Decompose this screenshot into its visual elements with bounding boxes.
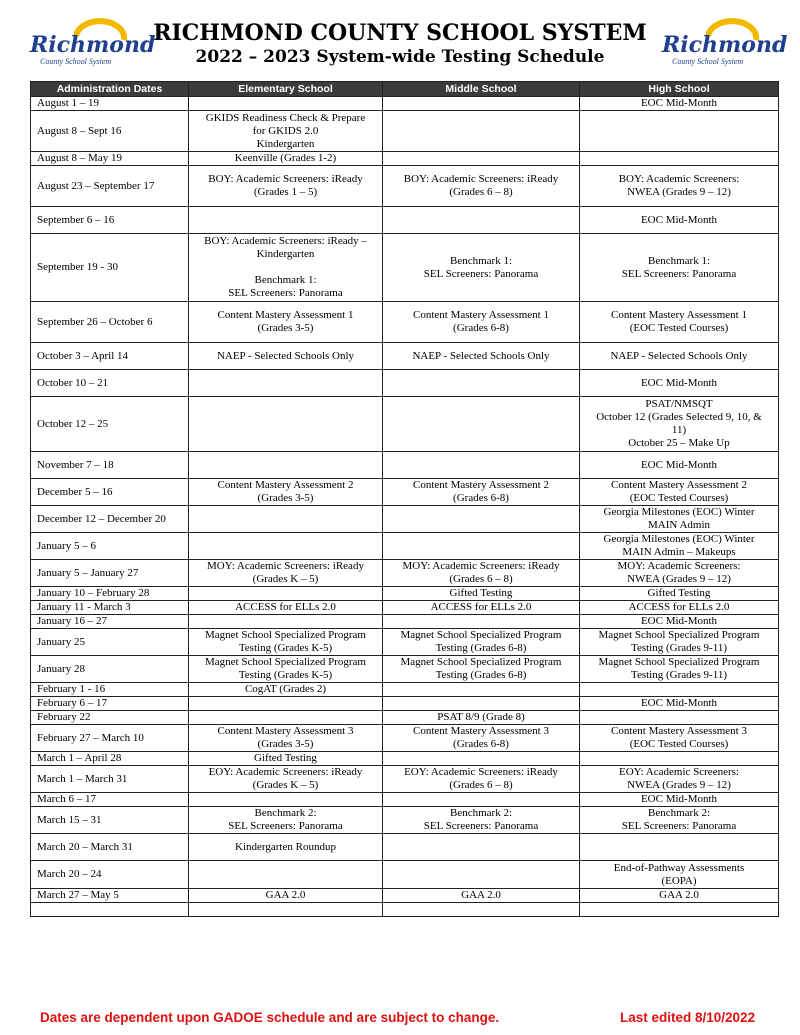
column-header-middle: Middle School xyxy=(383,82,580,97)
cell-elementary-text: Magnet School Specialized Program Testing (Grades K-5) xyxy=(205,629,366,654)
footer-disclaimer: Dates are dependent upon GADOE schedule and are subject to change. xyxy=(40,1010,500,1025)
footer-last-edited: Last edited 8/10/2022 xyxy=(620,1010,756,1025)
cell-high xyxy=(580,207,779,234)
cell-high xyxy=(580,834,779,861)
cell-middle xyxy=(383,615,580,629)
cell-middle-text: GAA 2.0 xyxy=(461,889,501,901)
cell-elementary xyxy=(189,302,383,343)
cell-date xyxy=(31,533,189,560)
cell-elementary-text: Content Mastery Assessment 1 (Grades 3-5) xyxy=(217,309,354,334)
cell-date xyxy=(31,452,189,479)
cell-elementary xyxy=(189,533,383,560)
cell-middle xyxy=(383,601,580,615)
cell-high-text: NAEP - Selected Schools Only xyxy=(610,349,748,362)
table-header-row xyxy=(31,82,779,97)
cell-middle xyxy=(383,697,580,711)
cell-middle xyxy=(383,479,580,506)
cell-high xyxy=(580,725,779,752)
cell-middle xyxy=(383,152,580,166)
cell-middle xyxy=(383,629,580,656)
cell-high-text: PSAT/NMSQT October 12 (Grades Selected 9, 10, & 11) October 25 – Make Up xyxy=(596,398,762,449)
cell-date xyxy=(31,506,189,533)
cell-middle-text: Benchmark 2: SEL Screeners: Panorama xyxy=(423,807,539,832)
table-row xyxy=(31,615,779,629)
cell-date xyxy=(31,861,189,889)
cell-date xyxy=(31,234,189,302)
table-row xyxy=(31,766,779,793)
cell-date xyxy=(31,302,189,343)
cell-middle xyxy=(383,560,580,587)
cell-elementary-text: MOY: Academic Screeners: iReady (Grades K – 5) xyxy=(207,560,364,585)
cell-date xyxy=(31,560,189,587)
column-header-dates: Administration Dates xyxy=(31,82,189,97)
cell-high xyxy=(580,452,779,479)
cell-high xyxy=(580,889,779,903)
cell-middle xyxy=(383,587,580,601)
cell-middle-text: Magnet School Specialized Program Testing (Grades 6-8) xyxy=(400,629,562,654)
cell-date xyxy=(31,725,189,752)
cell-high xyxy=(580,711,779,725)
table-row xyxy=(31,479,779,506)
cell-high-text: Benchmark 2: SEL Screeners: Panorama xyxy=(621,807,737,832)
cell-date-text: January 11 - March 3 xyxy=(37,601,131,613)
cell-elementary-text: Content Mastery Assessment 2 (Grades 3-5) xyxy=(217,479,354,504)
cell-middle-text: Gifted Testing xyxy=(449,587,513,599)
cell-middle xyxy=(383,207,580,234)
cell-middle-text: Benchmark 1: SEL Screeners: Panorama xyxy=(423,254,539,280)
table-row xyxy=(31,711,779,725)
cell-middle xyxy=(383,683,580,697)
cell-date-text: August 8 – Sept 16 xyxy=(37,124,122,137)
cell-elementary xyxy=(189,601,383,615)
table-row xyxy=(31,807,779,834)
cell-middle xyxy=(383,397,580,452)
cell-high xyxy=(580,752,779,766)
cell-date-text: January 10 – February 28 xyxy=(37,587,150,599)
cell-date xyxy=(31,711,189,725)
cell-high-text: MOY: Academic Screeners: NWEA (Grades 9 – 12) xyxy=(617,560,741,585)
cell-elementary xyxy=(189,793,383,807)
cell-middle xyxy=(383,793,580,807)
cell-high xyxy=(580,807,779,834)
cell-elementary-text: BOY: Academic Screeners: iReady (Grades 1 – 5) xyxy=(208,173,363,198)
cell-date xyxy=(31,97,189,111)
cell-date xyxy=(31,111,189,152)
cell-high xyxy=(580,656,779,683)
cell-date-text: January 5 – 6 xyxy=(37,539,96,552)
cell-middle xyxy=(383,807,580,834)
cell-elementary xyxy=(189,656,383,683)
table-row xyxy=(31,752,779,766)
cell-high xyxy=(580,683,779,697)
testing-schedule-table xyxy=(30,81,779,917)
cell-high-text: EOC Mid-Month xyxy=(640,376,718,389)
cell-date-text: January 25 xyxy=(37,635,85,648)
cell-high xyxy=(580,793,779,807)
cell-high-text: EOC Mid-Month xyxy=(640,97,718,109)
cell-date-text: September 6 – 16 xyxy=(37,213,115,226)
cell-date-text: March 20 – 24 xyxy=(37,868,102,880)
cell-date xyxy=(31,903,189,917)
cell-date xyxy=(31,479,189,506)
cell-date-text: March 15 – 31 xyxy=(37,813,102,826)
cell-high-text: EOC Mid-Month xyxy=(640,213,718,226)
cell-high-text: End-of-Pathway Assessments (EOPA) xyxy=(613,861,745,887)
cell-date xyxy=(31,152,189,166)
cell-elementary xyxy=(189,861,383,889)
cell-elementary-text: Benchmark 2: SEL Screeners: Panorama xyxy=(228,807,343,832)
cell-elementary xyxy=(189,766,383,793)
cell-date-text: October 10 – 21 xyxy=(37,376,109,389)
cell-elementary xyxy=(189,587,383,601)
cell-high xyxy=(580,697,779,711)
cell-elementary xyxy=(189,889,383,903)
cell-middle xyxy=(383,343,580,370)
table-row xyxy=(31,234,779,302)
table-row xyxy=(31,452,779,479)
logo-wordmark: Richmond xyxy=(30,32,156,58)
table-row xyxy=(31,725,779,752)
cell-high xyxy=(580,601,779,615)
cell-date xyxy=(31,889,189,903)
cell-date-text: August 8 – May 19 xyxy=(37,152,122,164)
cell-high xyxy=(580,166,779,207)
cell-date-text: March 1 – April 28 xyxy=(37,752,122,764)
cell-date-text: February 6 – 17 xyxy=(37,697,107,709)
cell-elementary xyxy=(189,834,383,861)
table-row xyxy=(31,397,779,452)
cell-elementary-text: BOY: Academic Screeners: iReady – Kindergarten Benchmark 1: SEL Screeners: Panorama xyxy=(204,235,367,299)
cell-high-text: EOC Mid-Month xyxy=(640,458,718,471)
cell-date-text: November 7 – 18 xyxy=(37,458,114,471)
cell-high xyxy=(580,111,779,152)
cell-elementary xyxy=(189,725,383,752)
cell-middle-text: Magnet School Specialized Program Testing (Grades 6-8) xyxy=(400,656,562,681)
cell-high-text: Content Mastery Assessment 1 (EOC Tested Courses) xyxy=(611,309,747,334)
cell-date-text: January 28 xyxy=(37,662,85,675)
cell-high-text: EOY: Academic Screeners: NWEA (Grades 9 – 12) xyxy=(619,766,739,791)
cell-high-text: GAA 2.0 xyxy=(659,889,699,901)
cell-date xyxy=(31,629,189,656)
cell-date-text: February 1 - 16 xyxy=(37,683,106,695)
cell-high-text: Magnet School Specialized Program Testing (Grades 9-11) xyxy=(598,656,760,681)
cell-date xyxy=(31,397,189,452)
cell-date xyxy=(31,793,189,807)
cell-date xyxy=(31,601,189,615)
cell-elementary xyxy=(189,97,383,111)
cell-middle-text: MOY: Academic Screeners: iReady (Grades 6 – 8) xyxy=(402,560,560,585)
cell-elementary xyxy=(189,629,383,656)
cell-high xyxy=(580,587,779,601)
cell-elementary xyxy=(189,697,383,711)
cell-date xyxy=(31,615,189,629)
cell-elementary-text: Kindergarten Roundup xyxy=(235,840,336,853)
cell-elementary xyxy=(189,370,383,397)
cell-elementary-text: Gifted Testing xyxy=(254,752,317,764)
table-row xyxy=(31,697,779,711)
cell-date-text: January 5 – January 27 xyxy=(37,566,139,579)
table-row xyxy=(31,560,779,587)
table-row xyxy=(31,889,779,903)
cell-elementary-text: CogAT (Grades 2) xyxy=(244,683,327,695)
cell-middle xyxy=(383,752,580,766)
cell-high-text: Georgia Milestones (EOC) Winter MAIN Admin xyxy=(603,506,755,531)
cell-elementary-text: Keenville (Grades 1-2) xyxy=(234,152,337,164)
cell-date-text: August 23 – September 17 xyxy=(37,179,155,192)
cell-middle xyxy=(383,889,580,903)
cell-high xyxy=(580,479,779,506)
table-row xyxy=(31,302,779,343)
cell-date-text: September 26 – October 6 xyxy=(37,315,153,328)
cell-middle-text: EOY: Academic Screeners: iReady (Grades 6 – 8) xyxy=(404,766,558,791)
cell-high-text: Content Mastery Assessment 2 (EOC Tested Courses) xyxy=(611,479,747,504)
cell-elementary xyxy=(189,166,383,207)
cell-high xyxy=(580,560,779,587)
cell-middle xyxy=(383,97,580,111)
cell-middle xyxy=(383,711,580,725)
cell-middle xyxy=(383,725,580,752)
cell-high xyxy=(580,629,779,656)
table-row xyxy=(31,152,779,166)
cell-date-text: December 5 – 16 xyxy=(37,485,113,498)
cell-middle xyxy=(383,452,580,479)
cell-date-text: March 6 – 17 xyxy=(37,793,96,805)
cell-middle xyxy=(383,903,580,917)
table-row xyxy=(31,166,779,207)
cell-middle xyxy=(383,506,580,533)
table-row xyxy=(31,370,779,397)
table-row xyxy=(31,683,779,697)
cell-elementary-text: EOY: Academic Screeners: iReady (Grades K – 5) xyxy=(208,766,363,791)
table-row xyxy=(31,656,779,683)
cell-middle-text: Content Mastery Assessment 1 (Grades 6-8) xyxy=(413,309,549,334)
cell-elementary xyxy=(189,711,383,725)
table-row xyxy=(31,601,779,615)
cell-high-text: ACCESS for ELLs 2.0 xyxy=(628,601,730,613)
cell-date xyxy=(31,697,189,711)
cell-elementary xyxy=(189,903,383,917)
cell-middle xyxy=(383,302,580,343)
page-subtitle: 2022 – 2023 System-wide Testing Schedule xyxy=(195,47,605,67)
cell-elementary xyxy=(189,343,383,370)
cell-high xyxy=(580,370,779,397)
cell-middle-text: BOY: Academic Screeners: iReady (Grades 6 – 8) xyxy=(403,173,559,198)
cell-date xyxy=(31,343,189,370)
table-row xyxy=(31,587,779,601)
cell-date xyxy=(31,166,189,207)
cell-elementary xyxy=(189,479,383,506)
cell-date-text: March 1 – March 31 xyxy=(37,772,128,785)
cell-high xyxy=(580,615,779,629)
table-row xyxy=(31,111,779,152)
column-header-elementary: Elementary School xyxy=(189,82,383,97)
cell-high-text: EOC Mid-Month xyxy=(640,697,718,709)
cell-date xyxy=(31,807,189,834)
table-row xyxy=(31,834,779,861)
table-row xyxy=(31,903,779,917)
cell-elementary xyxy=(189,560,383,587)
cell-date-text: October 3 – April 14 xyxy=(37,349,129,362)
cell-elementary xyxy=(189,111,383,152)
table-row xyxy=(31,533,779,560)
cell-date xyxy=(31,207,189,234)
cell-middle xyxy=(383,370,580,397)
cell-high xyxy=(580,533,779,560)
cell-elementary-text: Content Mastery Assessment 3 (Grades 3-5) xyxy=(217,725,354,750)
cell-date-text: March 20 – March 31 xyxy=(37,840,133,853)
cell-date-text: February 22 xyxy=(37,711,91,723)
cell-high xyxy=(580,302,779,343)
cell-date xyxy=(31,370,189,397)
page-title: RICHMOND COUNTY SCHOOL SYSTEM xyxy=(153,20,647,46)
cell-middle-text: NAEP - Selected Schools Only xyxy=(412,349,550,362)
table-row xyxy=(31,207,779,234)
cell-middle-text: Content Mastery Assessment 3 (Grades 6-8) xyxy=(413,725,549,750)
cell-date-text: September 19 - 30 xyxy=(37,261,118,273)
cell-high-text: EOC Mid-Month xyxy=(640,793,718,805)
cell-elementary-text: GAA 2.0 xyxy=(265,889,306,901)
cell-elementary xyxy=(189,615,383,629)
cell-middle-text: Content Mastery Assessment 2 (Grades 6-8) xyxy=(413,479,549,504)
cell-middle xyxy=(383,861,580,889)
cell-middle-text: ACCESS for ELLs 2.0 xyxy=(430,601,532,613)
cell-date xyxy=(31,834,189,861)
cell-elementary xyxy=(189,397,383,452)
cell-date-text: February 27 – March 10 xyxy=(37,731,144,744)
logo-tagline: County School System xyxy=(40,57,112,66)
cell-high-text: Magnet School Specialized Program Testing (Grades 9-11) xyxy=(598,629,760,654)
cell-date-text: August 1 – 19 xyxy=(37,97,100,109)
cell-date xyxy=(31,587,189,601)
table-row xyxy=(31,861,779,889)
cell-middle xyxy=(383,656,580,683)
table-row xyxy=(31,343,779,370)
cell-date xyxy=(31,683,189,697)
cell-date-text: January 16 – 27 xyxy=(37,615,107,627)
cell-date xyxy=(31,766,189,793)
cell-middle xyxy=(383,234,580,302)
cell-high-text: Benchmark 1: SEL Screeners: Panorama xyxy=(621,254,737,280)
cell-high xyxy=(580,152,779,166)
cell-elementary xyxy=(189,807,383,834)
cell-middle xyxy=(383,111,580,152)
cell-middle xyxy=(383,533,580,560)
cell-elementary xyxy=(189,207,383,234)
cell-high-text: EOC Mid-Month xyxy=(640,615,718,627)
cell-elementary-text: Magnet School Specialized Program Testing (Grades K-5) xyxy=(205,656,366,681)
cell-middle xyxy=(383,166,580,207)
logo-wordmark: Richmond xyxy=(662,32,788,58)
table-row xyxy=(31,793,779,807)
cell-elementary-text: ACCESS for ELLs 2.0 xyxy=(235,601,336,613)
cell-date-text: October 12 – 25 xyxy=(37,417,109,430)
logo-tagline: County School System xyxy=(672,57,744,66)
cell-elementary xyxy=(189,683,383,697)
cell-elementary xyxy=(189,752,383,766)
cell-elementary xyxy=(189,452,383,479)
cell-high xyxy=(580,506,779,533)
cell-high xyxy=(580,766,779,793)
cell-high-text: Georgia Milestones (EOC) Winter MAIN Admin – Makeups xyxy=(603,533,755,558)
cell-middle xyxy=(383,766,580,793)
cell-high xyxy=(580,903,779,917)
cell-date-text: March 27 – May 5 xyxy=(37,889,119,901)
cell-high-text: Content Mastery Assessment 3 (EOC Tested Courses) xyxy=(611,725,747,750)
cell-elementary xyxy=(189,506,383,533)
cell-date-text: December 12 – December 20 xyxy=(37,512,166,525)
cell-high xyxy=(580,861,779,889)
cell-high xyxy=(580,234,779,302)
cell-date xyxy=(31,656,189,683)
cell-elementary-text: GKIDS Readiness Check & Prepare for GKIDS 2.0 Kindergarten xyxy=(205,111,366,150)
cell-date xyxy=(31,752,189,766)
cell-high-text: BOY: Academic Screeners: NWEA (Grades 9 – 12) xyxy=(618,173,740,198)
table-row xyxy=(31,629,779,656)
cell-high-text: Gifted Testing xyxy=(647,587,711,599)
cell-middle-text: PSAT 8/9 (Grade 8) xyxy=(437,711,525,723)
column-header-high: High School xyxy=(580,82,779,97)
cell-high xyxy=(580,397,779,452)
table-row xyxy=(31,506,779,533)
cell-elementary-text: NAEP - Selected Schools Only xyxy=(216,349,355,362)
cell-elementary xyxy=(189,234,383,302)
cell-middle xyxy=(383,834,580,861)
cell-high xyxy=(580,97,779,111)
cell-elementary xyxy=(189,152,383,166)
cell-high xyxy=(580,343,779,370)
table-row xyxy=(31,97,779,111)
